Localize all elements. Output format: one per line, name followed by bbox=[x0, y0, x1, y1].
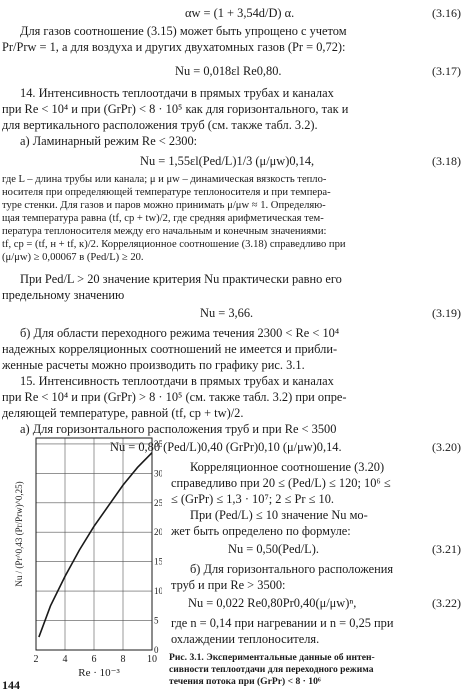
text-line: охлаждении теплоносителя. bbox=[171, 632, 320, 646]
text-line: женные расчеты можно производить по графику рис. 3.1. bbox=[2, 358, 305, 372]
page-number: 144 bbox=[2, 678, 20, 692]
text-line: tf, ср = (tf, н + tf, к)/2. Корреляционное соотношение (3.18) справедливо при bbox=[2, 239, 346, 250]
chart-ticks bbox=[34, 439, 163, 665]
y-tick-label: 35 bbox=[154, 438, 162, 449]
equation-3-19: Nu = 3,66. bbox=[200, 306, 254, 320]
text-line: где n = 0,14 при нагревании и n = 0,25 при bbox=[171, 616, 394, 630]
y-tick-label: 25 bbox=[154, 497, 162, 508]
equation-3-18-number: (3.18) bbox=[432, 154, 461, 168]
equation-3-16-formula: αw = (1 + 3,54d/D) α. bbox=[185, 6, 295, 20]
section-15-heading: 15. Интенсивность теплоотдачи в прямых трубах и каналах bbox=[20, 374, 334, 388]
equation-3-22: Nu = 0,022 Re0,80Pr0,40(μ/μw)ⁿ, bbox=[188, 596, 357, 610]
equation-3-17: Nu = 0,018εl Re0,80. bbox=[175, 64, 282, 78]
x-axis-label: Re · 10⁻³ bbox=[78, 667, 120, 678]
x-tick-label: 4 bbox=[62, 654, 68, 665]
y-tick-label: 0 bbox=[154, 645, 159, 655]
x-tick-label: 10 bbox=[147, 654, 157, 665]
y-tick-label: 15 bbox=[154, 556, 162, 567]
text-line: надежных корреляционных соотношений не имеется и прибли- bbox=[2, 342, 338, 356]
chart-svg bbox=[2, 430, 162, 678]
text-line: При Ped/L > 20 значение критерия Nu практически равно его bbox=[20, 272, 342, 286]
text-line: Pr/Prw = 1, а для воздуха и других двухатомных газов (Pr = 0,72): bbox=[2, 40, 346, 54]
text-line: деляющей температуре, равной (tf, ср + tw)/2. bbox=[2, 406, 244, 420]
equation-3-20: Nu = 0,80 (Ped/L)0,40 (GrPr)0,10 (μ/μw)0,14. bbox=[110, 440, 342, 454]
text-line: б) Для области переходного режима течения 2300 < Re < 10⁴ bbox=[20, 326, 340, 340]
x-tick-label: 8 bbox=[120, 654, 126, 665]
text-line: для вертикального расположения труб (см. также табл. 3.2). bbox=[2, 118, 318, 132]
figure-caption-line: течения потока при (GrPr) < 8 · 10⁶ bbox=[169, 676, 321, 687]
section-14-heading: 14. Интенсивность теплоотдачи в прямых трубах и каналах bbox=[20, 86, 334, 100]
text-line: при Re < 10⁴ и при (GrPr) > 8 · 10⁵ (см. также табл. 3.2) при опре- bbox=[2, 390, 347, 404]
text-line: ≤ (GrPr) ≤ 1,3 · 10⁷; 2 ≤ Pr ≤ 10. bbox=[171, 492, 334, 506]
text-line: труб и при Re > 3500: bbox=[171, 578, 286, 592]
x-tick-label: 2 bbox=[33, 654, 39, 665]
text-line: при Re < 10⁴ и при (GrPr) < 8 · 10⁵ как для горизонтального, так и bbox=[2, 102, 349, 116]
equation-3-22-number: (3.22) bbox=[432, 596, 461, 610]
text-line: справедливо при 20 ≤ (Ped/L) ≤ 120; 10⁶ ≤ bbox=[171, 476, 391, 490]
equation-3-21-number: (3.21) bbox=[432, 542, 461, 556]
y-tick-label: 10 bbox=[154, 586, 162, 597]
y-axis-label: Nu / (Pr^0,43 (Pr/Prw)^0,25) bbox=[14, 481, 24, 587]
figure-caption-line: Рис. 3.1. Экспериментальные данные об интен- bbox=[169, 652, 375, 663]
figure-3-1 bbox=[2, 430, 162, 683]
x-tick-label: 6 bbox=[91, 654, 97, 665]
equation-3-18: Nu = 1,55εl(Ped/L)1/3 (μ/μw)0,14, bbox=[140, 154, 315, 168]
text-line: а) Ламинарный режим Re < 2300: bbox=[20, 134, 198, 148]
equation-3-19-number: (3.19) bbox=[432, 306, 461, 320]
text-line: При (Ped/L) ≤ 10 значение Nu мо- bbox=[190, 508, 368, 522]
text-line: жет быть определено по формуле: bbox=[171, 524, 351, 538]
text-line: щая температура равна (tf, ср + tw)/2, где средняя арифметическая тем- bbox=[2, 213, 324, 224]
y-tick-label: 20 bbox=[154, 527, 162, 538]
text-line: пература теплоносителя между его начальным и конечным значениями: bbox=[2, 226, 327, 237]
equation-3-20-number: (3.20) bbox=[432, 440, 461, 454]
text-line: Корреляционное соотношение (3.20) bbox=[190, 460, 385, 474]
equation-3-21: Nu = 0,50(Ped/L). bbox=[228, 542, 319, 556]
y-tick-label: 5 bbox=[154, 615, 159, 626]
equation-3-16 bbox=[185, 6, 294, 20]
text-line: Для газов соотношение (3.15) может быть упрощено с учетом bbox=[20, 24, 347, 38]
text-line: где L – длина трубы или канала; μ и μw – динамическая вязкость тепло- bbox=[2, 174, 327, 185]
chart-series bbox=[39, 453, 152, 637]
text-line: предельному значению bbox=[2, 288, 125, 302]
figure-caption-line: сивности теплоотдачи для переходного режима bbox=[169, 664, 374, 675]
y-tick-label: 30 bbox=[154, 468, 162, 479]
equation-3-16-number: (3.16) bbox=[432, 6, 461, 20]
text-line: (μ/μw) ≥ 0,00067 в (Ped/L) ≥ 20. bbox=[2, 252, 144, 263]
text-line: б) Для горизонтального расположения bbox=[190, 562, 394, 576]
equation-3-17-number: (3.17) bbox=[432, 64, 461, 78]
text-line: носителя при определяющей температуре теплоносителя и при темпера- bbox=[2, 187, 331, 198]
text-line: туре стенки. Для газов и паров можно принимать μ/μw ≈ 1. Определяю- bbox=[2, 200, 326, 211]
text-line: а) Для горизонтального расположения труб и при Re < 3500 bbox=[20, 422, 337, 436]
series-line bbox=[39, 453, 152, 637]
